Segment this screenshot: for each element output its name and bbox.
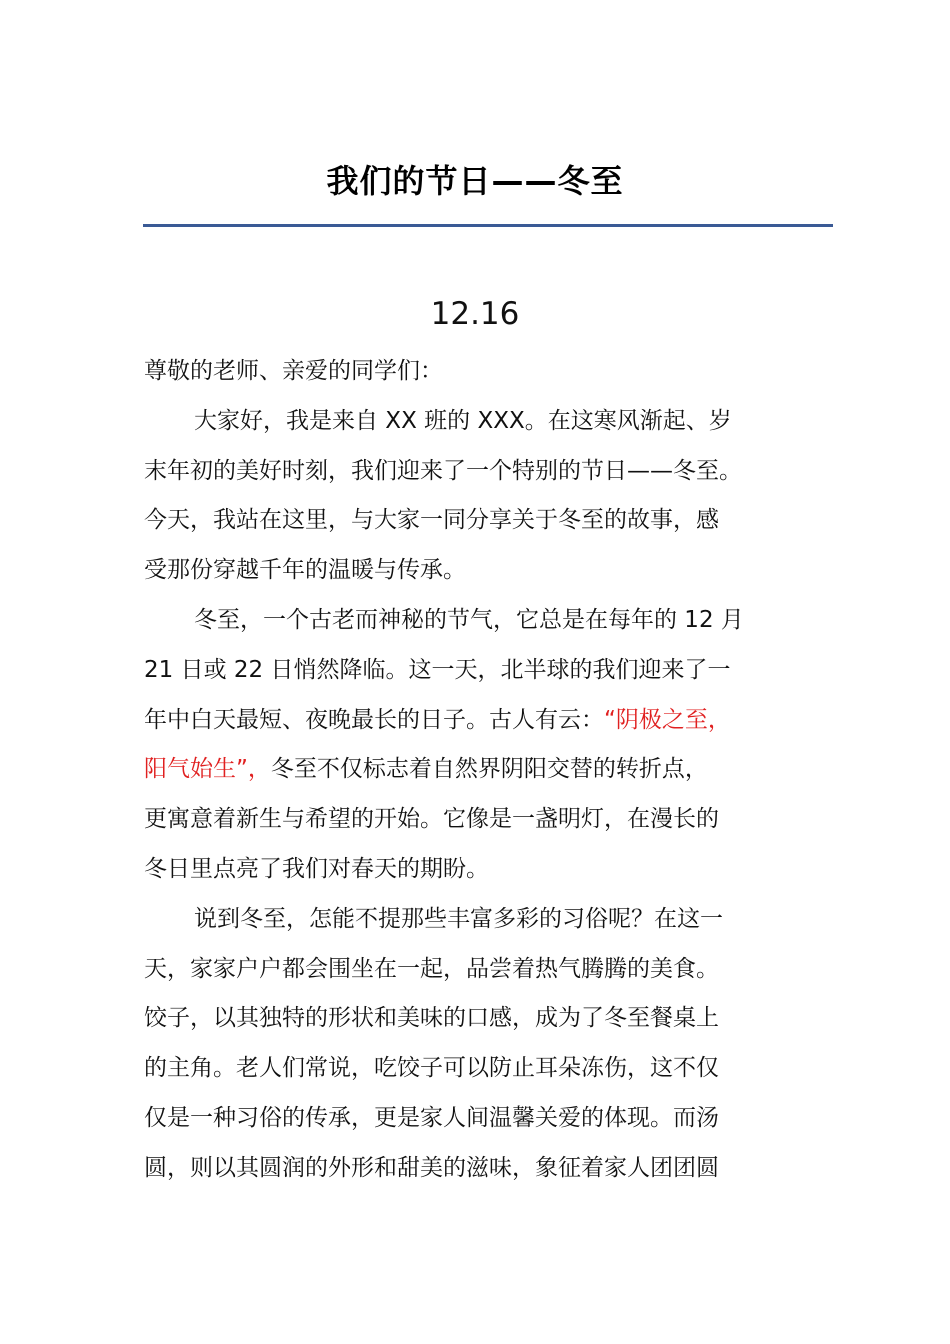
- paragraph-line: 圆，则以其圆润的外形和甜美的滋味，象征着家人团团圆: [144, 1154, 719, 1181]
- paragraph-line: 受那份穿越千年的温暖与传承。: [144, 557, 466, 584]
- paragraph-line: 天，家家户户都会围坐在一起，品尝着热气腾腾的美食。: [144, 955, 719, 982]
- speech-body: [144, 347, 834, 1194]
- paragraph-text: 冬至不仅标志着自然界阴阳交替的转折点，: [270, 756, 708, 783]
- paragraph-line: 21 日或 22 日悄然降临。这一天，北半球的我们迎来了一: [144, 656, 731, 683]
- paragraph-line: 饺子，以其独特的形状和美味的口感，成为了冬至餐桌上: [144, 1005, 719, 1032]
- quote-highlight: “阴极之至，: [604, 706, 731, 733]
- paragraph-line: 冬日里点亮了我们对春天的期盼。: [144, 855, 489, 882]
- paragraph-line: 末年初的美好时刻，我们迎来了一个特别的节日——冬至。: [144, 457, 742, 484]
- paragraph-line: 大家好，我是来自 XX 班的 XXX。在这寒风渐起、岁: [194, 407, 732, 434]
- paragraph-text: 年中白天最短、夜晚最长的日子。古人有云：: [144, 706, 604, 733]
- quote-highlight: 阳气始生”，: [144, 756, 271, 783]
- page-title: 我们的节日——冬至: [326, 162, 624, 200]
- paragraph-line: 仅是一种习俗的传承，更是家人间温馨关爱的体现。而汤: [144, 1104, 719, 1131]
- paragraph-line: 的主角。老人们常说，吃饺子可以防止耳朵冻伤，这不仅: [144, 1055, 719, 1082]
- salutation: 尊敬的老师、亲爱的同学们：: [144, 358, 443, 384]
- paragraph-line: 说到冬至，怎能不提那些丰富多彩的习俗呢？在这一: [194, 905, 723, 932]
- title-divider: [143, 224, 833, 227]
- paragraph-line: 更寓意着新生与希望的开始。它像是一盏明灯，在漫长的: [144, 806, 719, 833]
- paragraph-line: 今天，我站在这里，与大家一同分享关于冬至的故事，感: [144, 507, 719, 534]
- paragraph-line: [144, 696, 834, 746]
- paragraph-line: 冬至，一个古老而神秘的节气，它总是在每年的 12 月: [194, 606, 744, 633]
- speech-date: 12.16: [430, 296, 520, 332]
- paragraph-line: [144, 745, 834, 795]
